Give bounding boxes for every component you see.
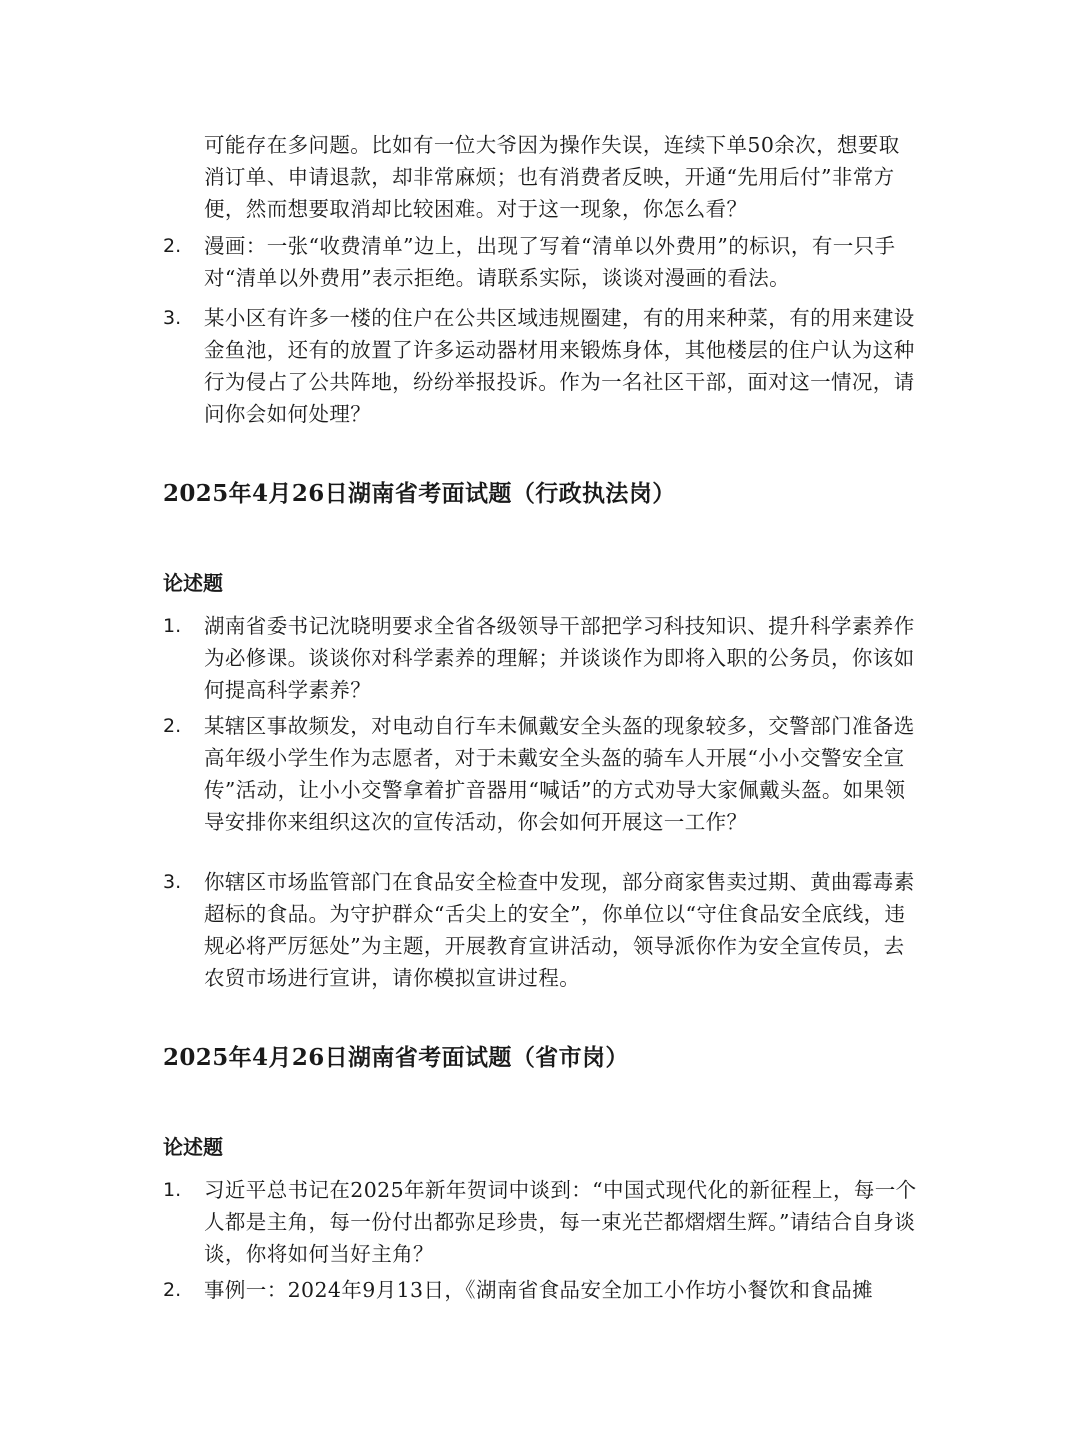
item-number: 3. bbox=[163, 307, 182, 329]
list-item bbox=[163, 610, 923, 706]
section-title: 2025年4月26日湖南省考面试题（行政执法岗） bbox=[163, 480, 676, 507]
section-title: 2025年4月26日湖南省考面试题（省市岗） bbox=[163, 1044, 629, 1071]
list-item bbox=[163, 710, 923, 838]
item-number: 2. bbox=[163, 715, 182, 737]
section-subtitle: 论述题 bbox=[163, 571, 223, 595]
item-text: 你辖区市场监管部门在食品安全检查中发现，部分商家售卖过期、黄曲霉毒素超标的食品。为守护群众“舌尖上的安全”，你单位以“守住食品安全底线，违规必将严厉惩处”为主题，开展教育宣讲活动，领导派你作为安全宣传员，去农贸市场进行宣讲，请你模拟宣讲过程。 bbox=[204, 870, 915, 990]
item-text: 某辖区事故频发，对电动自行车未佩戴安全头盔的现象较多，交警部门准备选高年级小学生作为志愿者，对于未戴安全头盔的骑车人开展“小小交警安全宣传”活动，让小小交警拿着扩音器用“喊话”的方式劝导大家佩戴头盔。如果领导安排你来组织这次的宣传活动，你会如何开展这一工作？ bbox=[204, 714, 915, 834]
list-item bbox=[163, 866, 923, 994]
item-number: 3. bbox=[163, 871, 182, 893]
item-number: 2. bbox=[163, 235, 182, 257]
section-subtitle: 论述题 bbox=[163, 1135, 223, 1159]
item-text: 某小区有许多一楼的住户在公共区域违规圈建，有的用来种菜，有的用来建设金鱼池，还有的放置了许多运动器材用来锻炼身体，其他楼层的住户认为这种行为侵占了公共阵地，纷纷举报投诉。作为一名社区干部，面对这一情况，请问你会如何处理？ bbox=[204, 306, 915, 426]
list-item bbox=[163, 1174, 923, 1270]
item-text: 湖南省委书记沈晓明要求全省各级领导干部把学习科技知识、提升科学素养作为必修课。谈谈你对科学素养的理解；并谈谈作为即将入职的公务员，你该如何提高科学素养？ bbox=[204, 614, 915, 702]
list-item bbox=[163, 1274, 923, 1306]
item-text: 事例一：2024年9月13日，《湖南省食品安全加工小作坊小餐饮和食品摊 bbox=[204, 1278, 874, 1302]
continued-paragraph: 可能存在多问题。比如有一位大爷因为操作失误，连续下单50余次，想要取消订单、申请退款，却非常麻烦；也有消费者反映，开通“先用后付”非常方便，然而想要取消却比较困难。对于这一现象，你怎么看？ bbox=[204, 133, 900, 221]
item-number: 1. bbox=[163, 615, 182, 637]
list-item bbox=[163, 302, 923, 430]
item-text: 习近平总书记在2025年新年贺词中谈到：“中国式现代化的新征程上，每一个人都是主角，每一份付出都弥足珍贵，每一束光芒都熠熠生辉。”请结合自身谈谈，你将如何当好主角？ bbox=[204, 1178, 917, 1266]
item-text: 漫画：一张“收费清单”边上，出现了写着“清单以外费用”的标识，有一只手对“清单以外费用”表示拒绝。请联系实际，谈谈对漫画的看法。 bbox=[204, 234, 896, 290]
item-number: 1. bbox=[163, 1179, 182, 1201]
item-number: 2. bbox=[163, 1279, 182, 1301]
list-item bbox=[163, 230, 923, 294]
